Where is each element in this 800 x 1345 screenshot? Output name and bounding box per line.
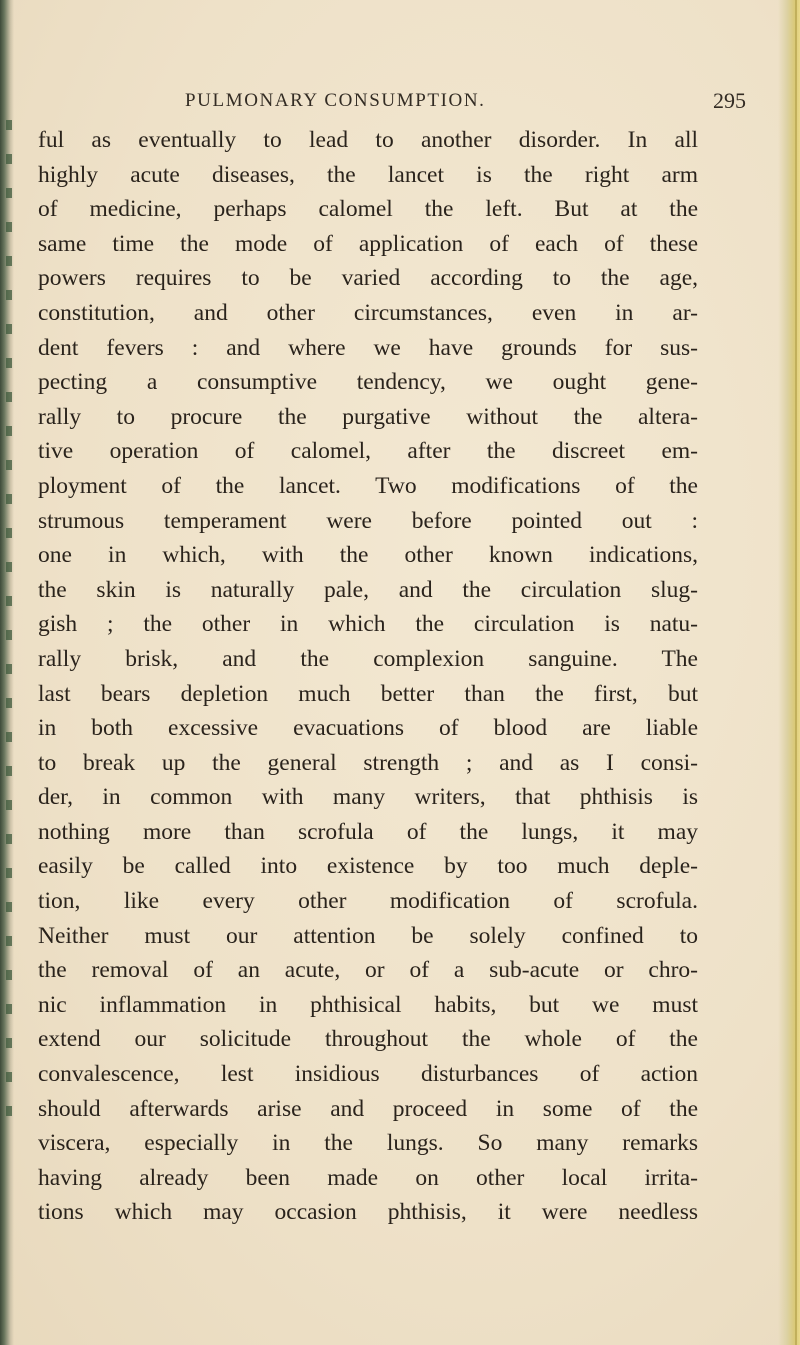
- text-line: should afterwards arise and proceed in some of the: [38, 1095, 698, 1122]
- text-line: viscera, especially in the lungs. So many remarks: [38, 1130, 698, 1157]
- text-line: having already been made on other local irrita-: [38, 1164, 698, 1191]
- text-line: tions which may occasion phthisis, it were needless: [38, 1199, 698, 1226]
- binding-stitching: [6, 120, 12, 1120]
- text-line: the skin is naturally pale, and the circulation slug-: [38, 576, 698, 603]
- text-line: rally to procure the purgative without the altera-: [38, 403, 698, 430]
- text-line: convalescence, lest insidious disturbances of action: [38, 1061, 698, 1088]
- text-line: ful as eventually to lead to another disorder. In all: [38, 127, 698, 153]
- text-line: of medicine, perhaps calomel the left. But at the: [38, 196, 698, 223]
- text-line: highly acute diseases, the lancet is the right arm: [38, 161, 698, 188]
- text-line: extend our solicitude throughout the whole of the: [38, 1026, 698, 1053]
- text-line: gish ; the other in which the circulation is natu-: [38, 611, 698, 638]
- page-edge-line: [795, 0, 797, 1345]
- body-text: [38, 123, 698, 1323]
- page-header: [0, 90, 800, 120]
- text-line: easily be called into existence by too much deple-: [38, 853, 698, 880]
- text-line: to break up the general strength ; and as I consi-: [38, 749, 698, 776]
- text-line: rally brisk, and the complexion sanguine. The: [38, 645, 698, 672]
- text-line: pecting a consumptive tendency, we ought gene-: [38, 369, 698, 396]
- text-line: one in which, with the other known indications,: [38, 542, 698, 569]
- page-number: 295: [713, 88, 746, 113]
- text-line: der, in common with many writers, that phthisis is: [38, 784, 698, 811]
- text-line: tion, like every other modification of scrofula.: [38, 888, 698, 915]
- text-line: dent fevers : and where we have grounds for sus-: [38, 334, 698, 361]
- text-line: last bears depletion much better than the first, but: [38, 680, 698, 707]
- text-line: powers requires to be varied according to the age,: [38, 265, 698, 292]
- text-line: ployment of the lancet. Two modifications of the: [38, 472, 698, 499]
- text-line: constitution, and other circumstances, even in ar-: [38, 299, 698, 326]
- text-line: in both excessive evacuations of blood are liable: [38, 715, 698, 742]
- text-line: tive operation of calomel, after the discreet em-: [38, 438, 698, 465]
- text-line: the removal of an acute, or of a sub-acute or chro-: [38, 957, 698, 984]
- text-line: Neither must our attention be solely confined to: [38, 922, 698, 949]
- text-line: nothing more than scrofula of the lungs, it may: [38, 818, 698, 845]
- running-head: PULMONARY CONSUMPTION.: [185, 90, 486, 111]
- text-line: same time the mode of application of each of these: [38, 230, 698, 257]
- text-line: nic inflammation in phthisical habits, but we must: [38, 991, 698, 1018]
- text-line: strumous temperament were before pointed out :: [38, 507, 698, 534]
